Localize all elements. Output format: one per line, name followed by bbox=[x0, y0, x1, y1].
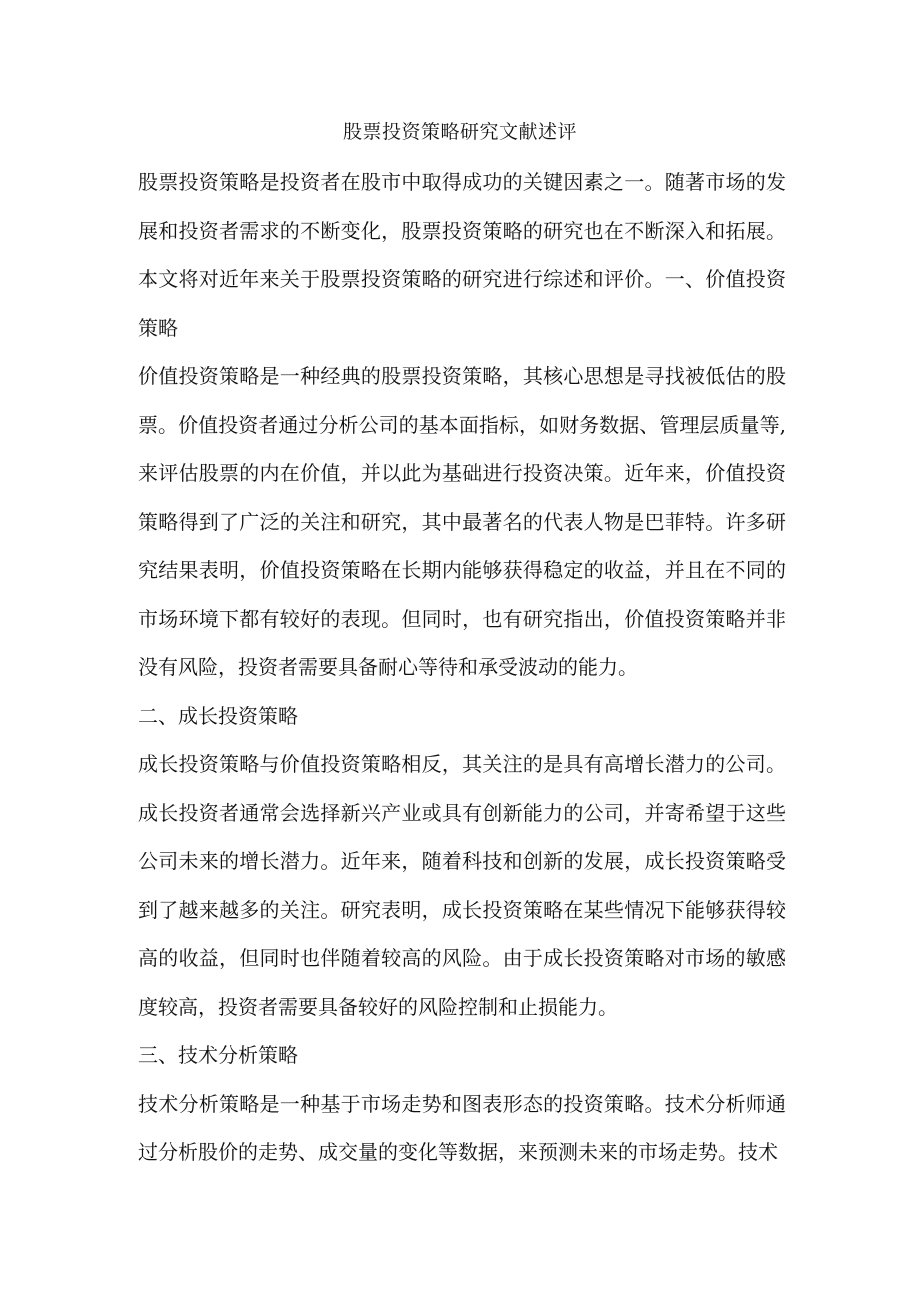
document-body bbox=[138, 158, 786, 1177]
paragraph-value-investing: 价值投资策略是一种经典的股票投资策略，其核心思想是寻找被低估的股票。价值投资者通过分析公司的基本面指标，如财务数据、管理层质量等,来评估股票的内在价值，并以此为基础进行投资决策。近年来，价值投资策略得到了广泛的关注和研究，其中最著名的代表人物是巴菲特。许多研究结果表明，价值投资策略在长期内能够获得稳定的收益，并且在不同的市场环境下都有较好的表现。但同时，也有研究指出，价值投资策略并非没有风险，投资者需要具备耐心等待和承受波动的能力。 bbox=[138, 364, 786, 679]
document-title: 股票投资策略研究文献述评 bbox=[342, 121, 577, 143]
section-heading-growth-investing: 二、成长投资策略 bbox=[138, 703, 298, 728]
section-heading-technical-analysis: 三、技术分析策略 bbox=[138, 1043, 298, 1067]
paragraph-introduction: 股票投资策略是投资者在股市中取得成功的关键因素之一。随著市场的发展和投资者需求的不断变化，股票投资策略的研究也在不断深入和拓展。本文将对近年来关于股票投资策略的研究进行综述和评价。一、价值投资策略 bbox=[138, 170, 786, 340]
paragraph-technical-analysis: 技术分析策略是一种基于市场走势和图表形态的投资策略。技术分析师通过分析股价的走势、成交量的变化等数据，来预测未来的市场走势。技术 bbox=[138, 1091, 786, 1164]
paragraph-growth-investing: 成长投资策略与价值投资策略相反，其关注的是具有高增长潜力的公司。成长投资者通常会选择新兴产业或具有创新能力的公司，并寄希望于这些公司未来的增长潜力。近年来，随着科技和创新的发展，成长投资策略受到了越来越多的关注。研究表明，成长投资策略在某些情况下能够获得较高的收益，但同时也伴随着较高的风险。由于成长投资策略对市场的敏感度较高，投资者需要具备较好的风险控制和止损能力。 bbox=[138, 752, 786, 1019]
